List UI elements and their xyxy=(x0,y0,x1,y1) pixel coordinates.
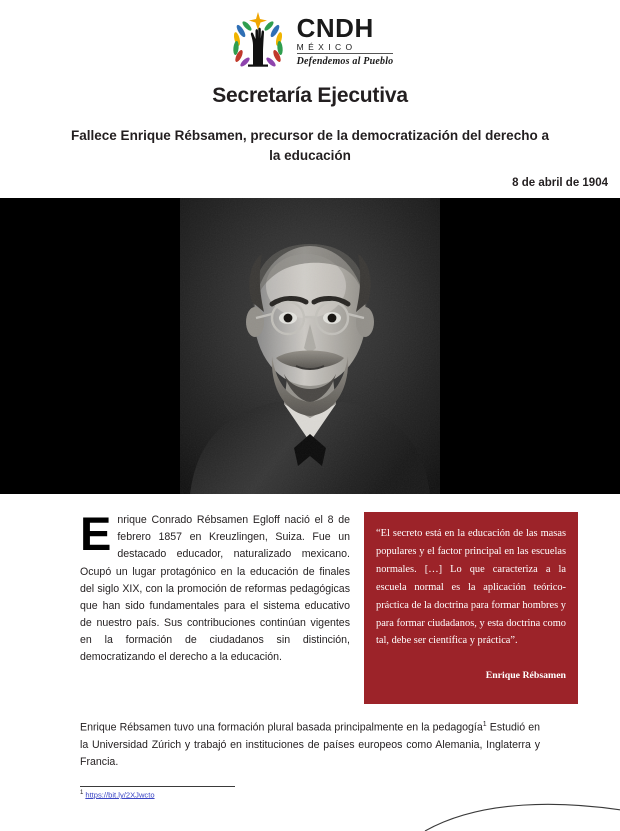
portrait-photo xyxy=(180,198,440,494)
paragraph-1: Enrique Conrado Rébsamen Egloff nació el 8 de febrero 1857 en Kreuzlingen, Suiza. Fue un destacado educador, naturalizado mexicano. Ocupó un lugar protagónico en la educación de finales del siglo XIX, con la promoción de reformas pedagógicas que han sido fundamentales para el sistema educativo de nuestro país. Sus contribuciones continúan vigentes en la formación de ciudadanos sin distinción, democratizando el derecho a la educación. xyxy=(80,507,350,664)
footnote-marker: 1 xyxy=(80,790,84,796)
hand-laurel-star-emblem-icon xyxy=(227,9,289,69)
section-title: Secretaría Ejecutiva xyxy=(212,84,408,107)
footnote-text xyxy=(80,790,280,799)
paragraph-2 xyxy=(80,719,540,771)
logo-country: MÉXICO xyxy=(297,43,394,55)
left-column xyxy=(80,507,350,666)
photo-band xyxy=(0,198,620,494)
footnote xyxy=(80,786,280,799)
logo-wordmark xyxy=(297,12,394,67)
content-columns xyxy=(80,507,566,704)
paragraph-2-text-before-ref: Enrique Rébsamen tuvo una formación plural basada principalmente en la pedagogía xyxy=(80,721,483,734)
publication-date: 8 de abril de 1904 xyxy=(512,177,608,190)
footnote-reference-marker: 1 xyxy=(482,721,487,729)
pull-quote-attribution: Enrique Rébsamen xyxy=(485,670,566,682)
paragraph-2-text-after-ref: Estudió en la Universidad Zúrich y trabajó en instituciones de países europeos como Alemania, Inglaterra y Francia. xyxy=(80,721,540,768)
logo-tagline: Defendemos al Pueblo xyxy=(296,55,394,67)
cndh-logo xyxy=(227,9,394,69)
document-content xyxy=(0,507,620,771)
pull-quote-box xyxy=(364,512,578,704)
pull-quote-text: “El secreto está en la educación de las masas populares y el factor principal en las escuelas normales. […] Lo que caracteriza a la escuela normal es la aplicación teórico-práctica de la doctrina para formar hombres y para formar ciudadanos, y esta doctrina como tal, debe ser científica y práctica”. xyxy=(376,528,566,647)
footnote-divider xyxy=(80,786,235,787)
logo-acronym: CNDH xyxy=(296,12,374,43)
footnote-link[interactable]: https://bit.ly/2XJwcto xyxy=(85,790,155,800)
headline: Fallece Enrique Rébsamen, precursor de la democratización del derecho a la educación xyxy=(71,128,549,163)
document-header-logo-area xyxy=(0,0,620,78)
portrait-illustration xyxy=(180,198,440,494)
